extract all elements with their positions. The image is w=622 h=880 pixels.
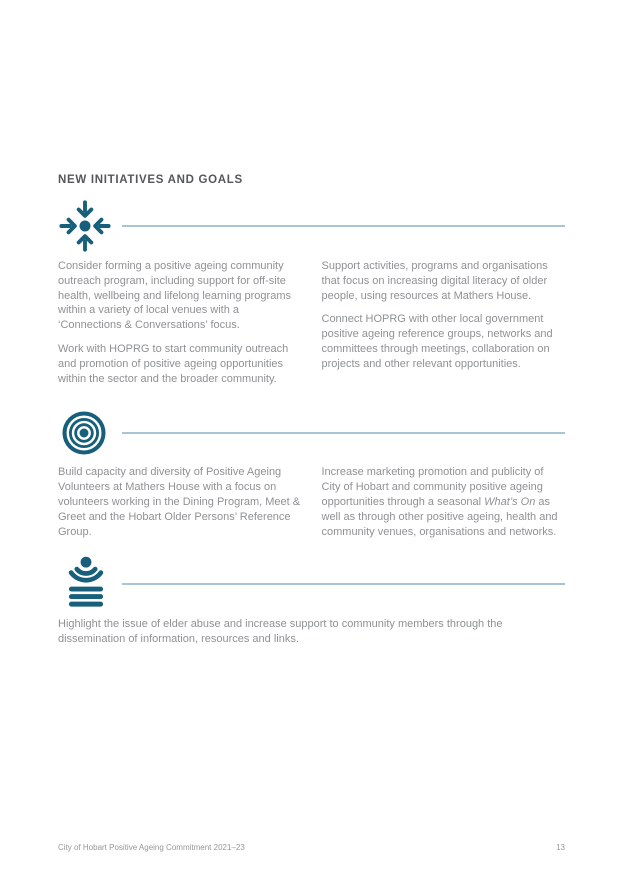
- divider-line: [122, 225, 565, 227]
- section-1-column-right: [322, 259, 566, 395]
- paragraph: Highlight the issue of elder abuse and increase support to community members through the dissemination of information, resources and links.: [58, 618, 503, 646]
- page-content: [58, 0, 565, 656]
- converge-arrows-icon: [58, 199, 122, 253]
- section-1-columns: [58, 259, 565, 395]
- text-run: as well as through other positive ageing, health and community venues, organisations and networks.: [321, 495, 558, 538]
- paragraph: Work with HOPRG to start community outreach and promotion of positive ageing opportunities within the sector and the broader community.: [58, 342, 289, 385]
- concentric-circles-icon: [58, 407, 122, 459]
- section-1-column-left: [58, 259, 302, 395]
- section-2-columns: [58, 465, 565, 548]
- paragraph: Connect HOPRG with other local government positive ageing reference groups, networks and committees through meetings, collaboration on projects and other relevant opportunities.: [321, 313, 553, 370]
- divider-line: [122, 432, 565, 434]
- paragraph: Consider forming a positive ageing community outreach program, including support for off-site health, wellbeing and lifelong learning programs within a variety of local venues with a ‘Connections & Conversations’ focus.: [58, 260, 291, 332]
- section-2-column-left: [58, 465, 302, 548]
- page-title: NEW INITIATIVES AND GOALS: [58, 174, 243, 186]
- page-number: 13: [556, 843, 565, 852]
- section-2-header: [58, 407, 565, 459]
- paragraph: [322, 465, 566, 539]
- section-2-column-right: [322, 465, 566, 548]
- footer-document-title: City of Hobart Positive Ageing Commitment 2021–23: [58, 843, 245, 852]
- section-1-header: [58, 199, 565, 253]
- text-run: Increase marketing promotion and publicity of City of Hobart and community positive ageing opportunities through a seasonal: [321, 466, 544, 508]
- section-3-header: [58, 556, 565, 612]
- page-footer: [58, 843, 565, 852]
- paragraph: Build capacity and diversity of Positive Ageing Volunteers at Mathers House with a focus on volunteers working in the Dining Program, Meet & Greet and the Hobart Older Persons’ Reference Group.: [58, 466, 301, 538]
- divider-line: [122, 583, 565, 585]
- paragraph: Support activities, programs and organisations that focus on increasing digital literacy of older people, using resources at Mathers House.: [321, 260, 548, 302]
- person-rising-icon: [58, 556, 122, 612]
- italic-text: What’s On: [484, 495, 536, 508]
